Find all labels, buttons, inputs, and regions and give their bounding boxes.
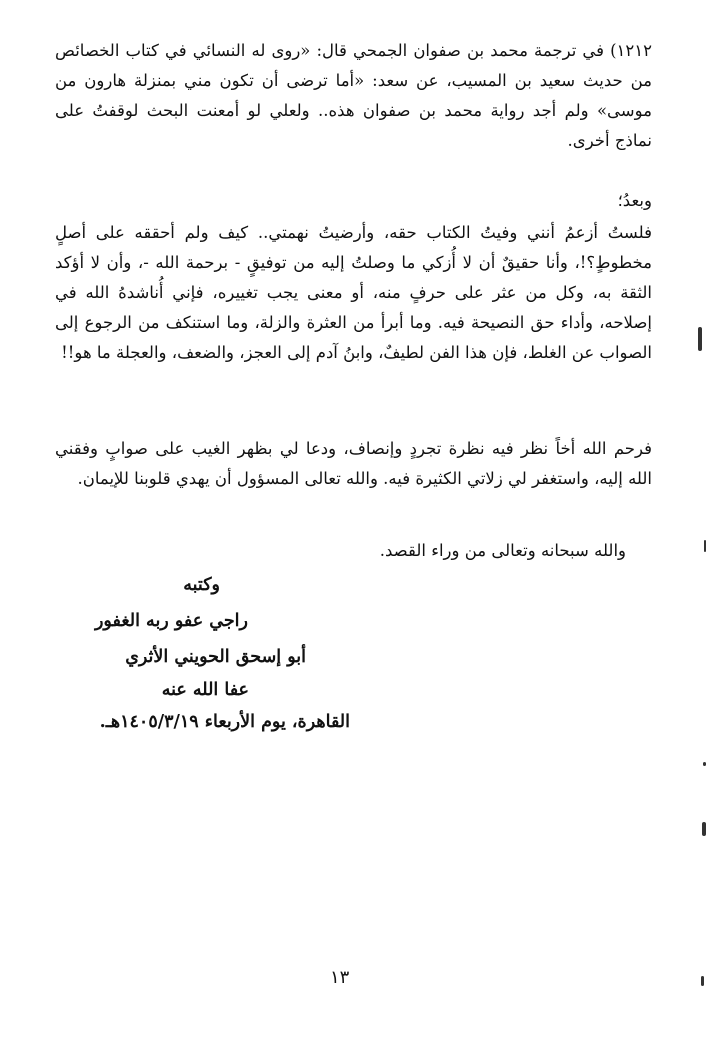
opening-word: وبعدُ؛ (617, 191, 652, 210)
signature-line-2: راجي عفو ربه الغفور (94, 611, 248, 631)
footnote-paragraph: ١٢١٢) في ترجمة محمد بن صفوان الجمحي قال: «روى له النسائي في كتاب الخصائص من حديث سعيد بن المسيب، عن سعد: «أما ترضى أن تكون مني بمنزلة هارون من موسى» ولم أجد رواية محمد بن صفوان هذه.. ولعلي لو أمعنت البحث لوقفتُ على نماذج أخرى. (55, 41, 652, 150)
scan-edge-mark (701, 976, 704, 986)
signature-line-3: أبو إسحق الحويني الأثري (125, 647, 306, 667)
scan-edge-mark (702, 822, 706, 836)
page-number: ١٣ (330, 967, 350, 988)
signature-line-4: عفا الله عنه (161, 680, 249, 700)
body-paragraph-3: والله سبحانه وتعالى من وراء القصد. (379, 541, 626, 560)
scan-edge-mark (698, 327, 702, 351)
signature-line-1: وكتبه (183, 575, 220, 595)
signature-date-line: القاهرة، يوم الأربعاء ١٤٠٥/٣/١٩هـ. (99, 712, 350, 732)
body-paragraph-1: فلستُ أزعمُ أنني وفيتُ الكتاب حقه، وأرضيتُ نهمتي.. كيف ولم أحققه على أصلٍ مخطوطٍ؟!، وأنا حقيقٌ أن لا أُزكي ما وصلتُ إليه من توفيقٍ - برحمة الله -، وأن لا أؤكد الثقة به، وكل من عثر على حرفٍ منه، أو معنى يجب تغييره، فإني أُناشدهُ الله في إصلاحه، وأداء حق النصيحة فيه. وما أبرأ من العثرة والزلة، وما استنكف من الرجوع إلى الصواب عن الغلط، فإن هذا الفن لطيفٌ، وابنُ آدم إلى العجز، والضعف، والعجلة ما هو!! (55, 223, 652, 362)
body-paragraph-2: فرحم الله أخاً نظر فيه نظرة تجردٍ وإنصاف، ودعا لي بظهر الغيب على صوابٍ وفقني الله إليه، واستغفر لي زلاتي الكثيرة فيه. والله تعالى المسؤول أن يهدي قلوبنا للإيمان. (55, 439, 652, 488)
